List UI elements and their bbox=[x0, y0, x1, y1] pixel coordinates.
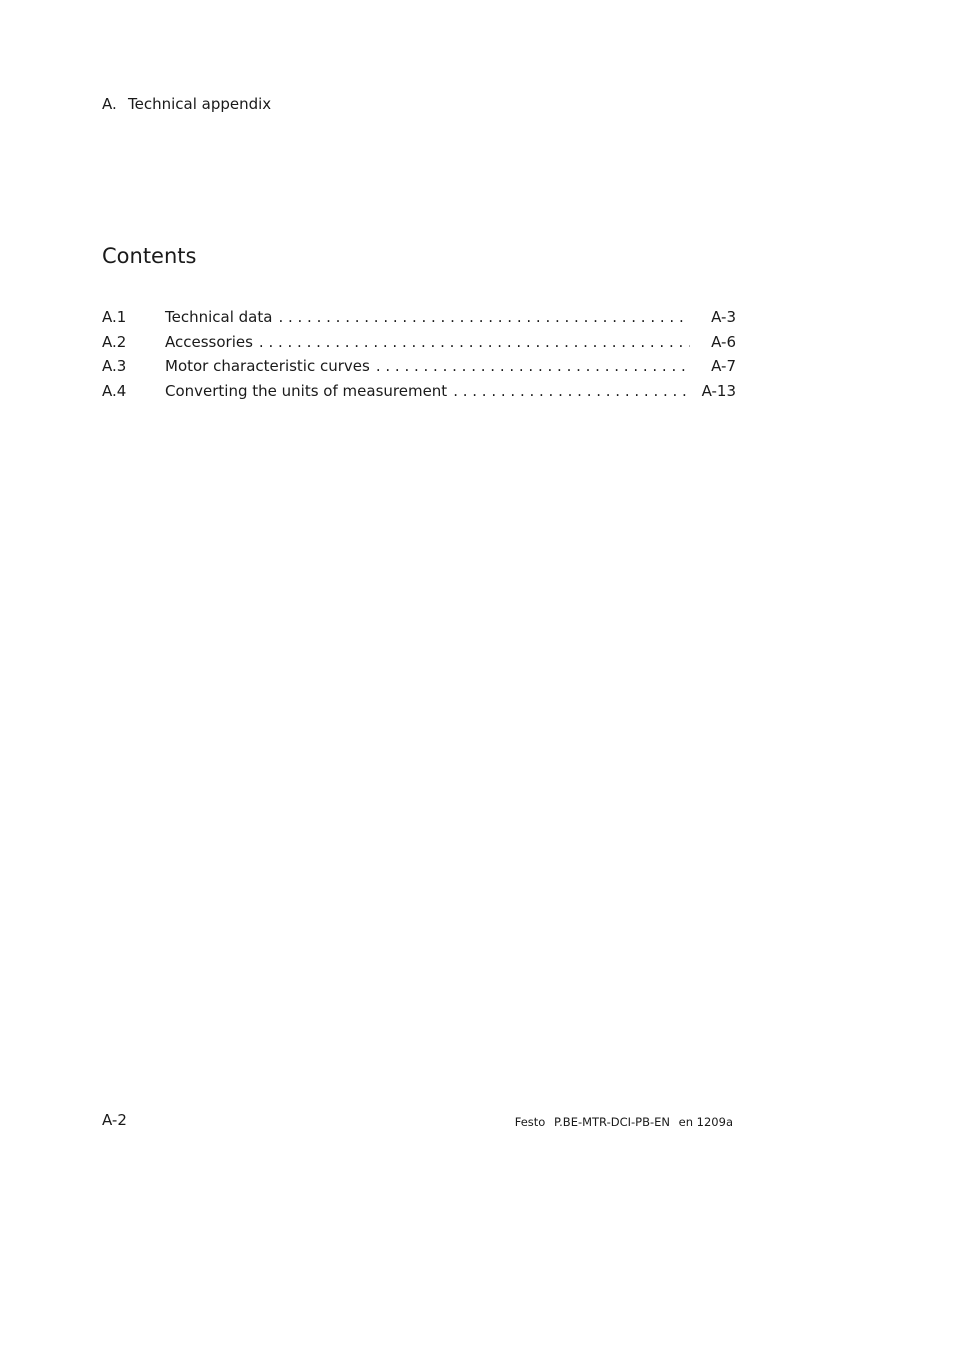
toc-entry-label: Technical data bbox=[165, 308, 273, 326]
toc-entry-label: Motor characteristic curves bbox=[165, 357, 370, 376]
toc-entry-motor-characteristic-curves[interactable] bbox=[102, 355, 736, 380]
toc-entry-number: A.3 bbox=[102, 357, 127, 376]
footer-edition: en 1209a bbox=[678, 1115, 733, 1129]
toc-entry-label: Converting the units of measurement bbox=[165, 382, 448, 401]
toc-dot-leader bbox=[259, 331, 690, 353]
footer-document-code: P.BE-MTR-DCI-PB-EN bbox=[554, 1115, 670, 1129]
contents-heading: Contents bbox=[102, 244, 197, 268]
toc-entry-label: Accessories bbox=[165, 332, 253, 351]
toc-entry-page: A-3 bbox=[711, 308, 736, 326]
toc-entry-number: A.2 bbox=[102, 332, 127, 351]
toc-entry-number: A.4 bbox=[102, 382, 127, 401]
toc-entry-page: A-6 bbox=[711, 332, 736, 351]
toc-entry-page: A-7 bbox=[711, 357, 736, 376]
toc-entry-page: A-13 bbox=[701, 382, 736, 401]
toc-entry-converting-units[interactable] bbox=[102, 380, 736, 405]
footer-document-info bbox=[515, 1113, 733, 1131]
toc-entry-number: A.1 bbox=[102, 308, 127, 326]
chapter-title: Technical appendix bbox=[128, 95, 272, 113]
toc-entry-technical-data[interactable] bbox=[102, 306, 736, 331]
toc-dot-leader bbox=[376, 355, 690, 377]
toc-entry-accessories[interactable] bbox=[102, 331, 736, 356]
toc-dot-leader bbox=[453, 380, 690, 402]
chapter-header bbox=[102, 94, 271, 114]
table-of-contents bbox=[102, 306, 736, 405]
toc-dot-leader bbox=[278, 306, 690, 328]
footer-company: Festo bbox=[514, 1115, 546, 1129]
footer-page-number: A-2 bbox=[102, 1111, 127, 1129]
chapter-number: A. bbox=[102, 95, 117, 113]
